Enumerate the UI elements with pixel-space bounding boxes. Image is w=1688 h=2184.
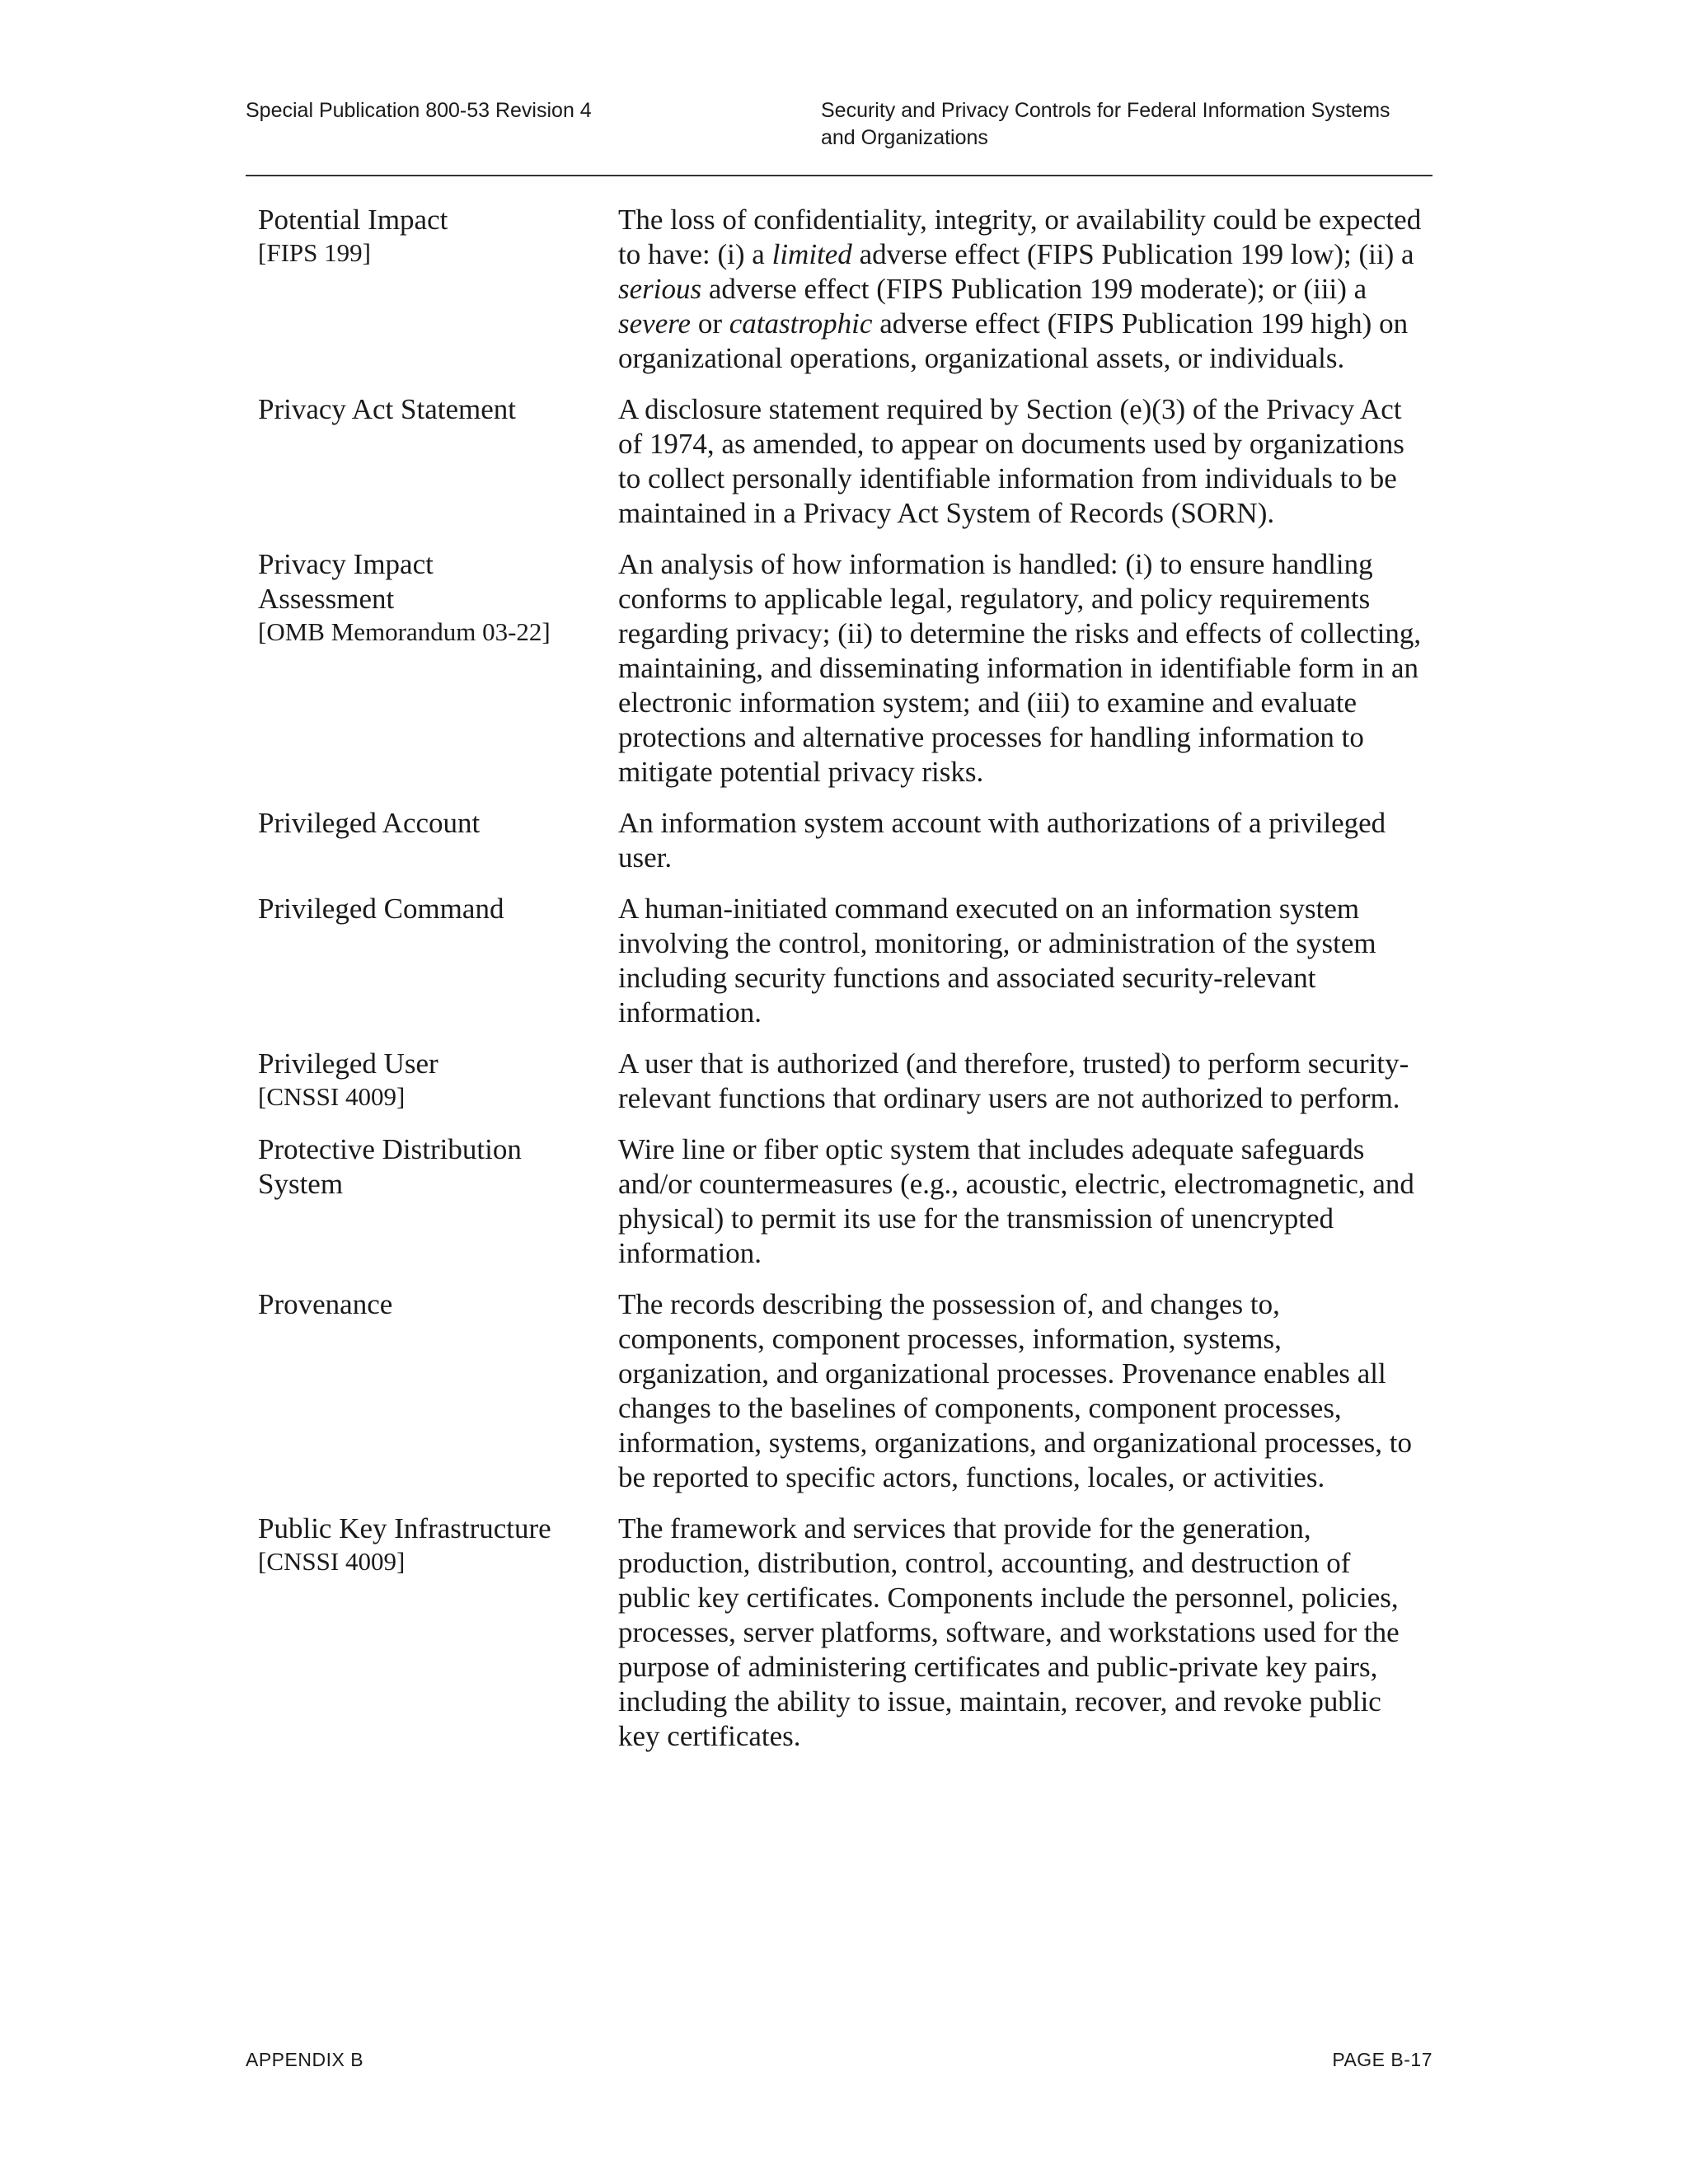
glossary-entry-privacy-impact-assessment: [258, 547, 1428, 790]
glossary-entry-privileged-command: [258, 892, 1428, 1030]
glossary-term: Public Key Infrastructure: [258, 1512, 551, 1544]
glossary-entry-public-key-infrastructure: [258, 1511, 1428, 1754]
glossary-entry-privileged-user: [258, 1047, 1428, 1116]
glossary-term: Privileged User: [258, 1047, 438, 1080]
glossary-entry-provenance: [258, 1287, 1428, 1495]
definition-text: adverse effect (FIPS Publication 199 moderate); or (iii) a: [701, 273, 1367, 305]
glossary-definition: A user that is authorized (and therefore, trusted) to perform security-relevant functions that ordinary users are not authorized to perform.: [618, 1047, 1409, 1114]
definition-emphasis: serious: [618, 273, 702, 305]
term-column: [258, 1511, 618, 1754]
document-title: [821, 97, 1432, 152]
glossary-definition: [618, 203, 1426, 376]
definition-emphasis: severe: [618, 307, 692, 340]
glossary-term: Potential Impact: [258, 204, 448, 236]
term-column: [258, 1047, 618, 1116]
glossary-entry-privacy-act-statement: [258, 392, 1428, 531]
glossary-list: [258, 203, 1428, 1770]
glossary-term: Privileged Command: [258, 893, 504, 925]
glossary-entry-protective-distribution-system: [258, 1132, 1428, 1271]
definition-text: adverse effect (FIPS Publication 199 high) on organizational operations, organizational assets, or individuals.: [618, 307, 1409, 374]
glossary-entry-potential-impact: [258, 203, 1428, 376]
glossary-term-line-1: Protective Distribution: [258, 1133, 522, 1165]
glossary-term-line-2: System: [258, 1168, 344, 1200]
term-column: [258, 1132, 618, 1271]
document-title-line-1: Security and Privacy Controls for Federal Information Systems: [821, 99, 1390, 122]
glossary-term-line-2: Assessment: [258, 583, 395, 615]
glossary-definition: The framework and services that provide for the generation, production, distribution, control, accounting, and destruction of public key certificates. Components include the personnel, policies, processes, server platforms, software, and workstations used for the purpose of administering certificates and public-private key pairs, including the ability to issue, maintain, recover, and revoke public key certificates.: [618, 1512, 1400, 1752]
glossary-entry-privileged-account: [258, 806, 1428, 875]
definition-text: adverse effect (FIPS Publication 199 low); (ii) a: [851, 238, 1414, 270]
glossary-term-line-1: Privacy Impact: [258, 548, 434, 580]
publication-title: Special Publication 800-53 Revision 4: [246, 99, 592, 122]
term-source: [FIPS 199]: [258, 238, 371, 267]
page-header: [246, 97, 1432, 176]
header-divider: [246, 175, 1432, 176]
term-column: [258, 392, 618, 531]
appendix-label: APPENDIX B: [246, 2049, 364, 2070]
definition-text: The loss of confidentiality, integrity, or availability could be expected to have: (i) a: [618, 204, 1422, 270]
glossary-term: Privileged Account: [258, 807, 481, 839]
glossary-definition: The records describing the possession of, and changes to, components, component processes, information, systems, organization, and organizational processes. Provenance enables all changes to the baselines of components, component processes, information, systems, organizations, and organizational processes, to be reported to specific actors, functions, locales, or activities.: [618, 1288, 1412, 1493]
definition-text: or: [691, 307, 729, 340]
definition-emphasis: limited: [771, 238, 852, 270]
glossary-term: Provenance: [258, 1288, 393, 1320]
term-source: [OMB Memorandum 03-22]: [258, 617, 551, 646]
page-number: PAGE B-17: [1332, 2049, 1432, 2070]
term-source: [CNSSI 4009]: [258, 1547, 406, 1576]
term-column: [258, 1287, 618, 1495]
glossary-definition: A disclosure statement required by Section (e)(3) of the Privacy Act of 1974, as amended, to appear on documents used by organizations to collect personally identifiable information from individuals to be maintained in a Privacy Act System of Records (SORN).: [618, 393, 1404, 529]
glossary-definition: An information system account with authorizations of a privileged user.: [618, 807, 1386, 874]
term-column: [258, 892, 618, 1030]
definition-emphasis: catastrophic: [729, 307, 873, 340]
glossary-definition: Wire line or fiber optic system that includes adequate safeguards and/or countermeasures (e.g., acoustic, electric, electromagnetic, and physical) to permit its use for the transmission of unencrypted information.: [618, 1133, 1414, 1269]
glossary-definition: A human-initiated command executed on an information system involving the control, monitoring, or administration of the system including security functions and associated security-relevant information.: [618, 893, 1376, 1029]
term-column: [258, 806, 618, 875]
glossary-definition: An analysis of how information is handled: (i) to ensure handling conforms to applicable legal, regulatory, and policy requirements regarding privacy; (ii) to determine the risks and effects of collecting, maintaining, and disseminating information in identifiable form in an electronic information system; and (iii) to examine and evaluate protections and alternative processes for handling information to mitigate potential privacy risks.: [618, 548, 1422, 788]
page-footer: [246, 2047, 1432, 2072]
term-column: [258, 203, 618, 376]
term-column: [258, 547, 618, 790]
term-source: [CNSSI 4009]: [258, 1082, 406, 1111]
document-title-line-2: and Organizations: [821, 126, 988, 149]
glossary-term: Privacy Act Statement: [258, 393, 516, 425]
